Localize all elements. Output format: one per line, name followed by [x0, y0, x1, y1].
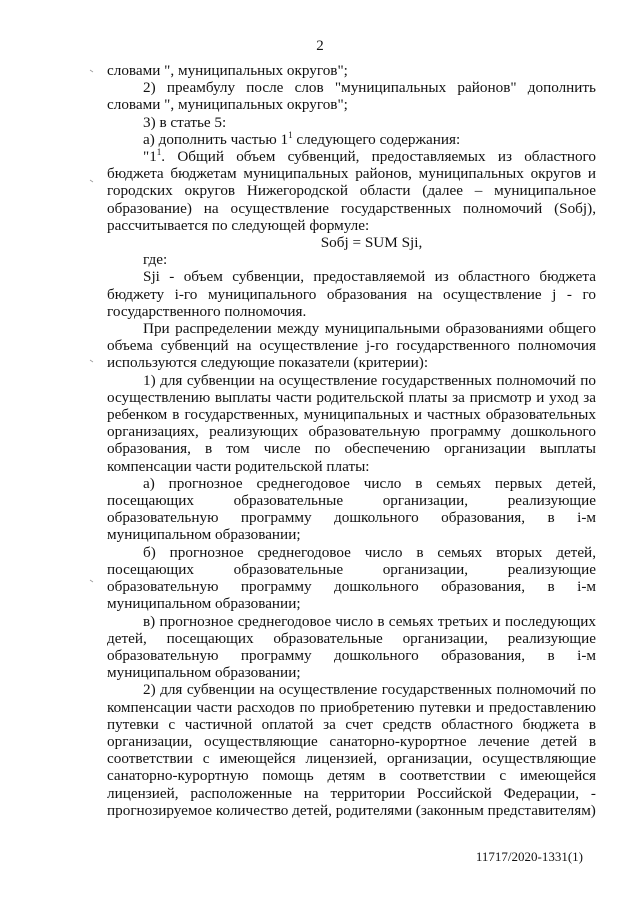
paragraph-1: словами ", муниципальных округов";: [107, 62, 348, 79]
paragraph-5-text-after: . Общий объем субвенций, предоставляемых из областного бюджета бюджетам муниципальных районов, муниципальных округов и городских округов Нижегородской области (далее – муниципальное образование) на осуществление государственных полномочий (Sобj), рассчитывается по следующей формуле:: [107, 148, 596, 234]
paragraph-item-1: 1) для субвенции на осуществление государственных полномочий по осуществлению выплаты части родительской платы за присмотр и уход за ребенком в государственных, муниципальных и частных образовательных организациях, реализующих образовательную программу дошкольного образования, в том числе по обеспечению организации выплаты компенсации части родительской платы:: [107, 371, 596, 475]
paragraph-where: где:: [143, 251, 168, 269]
paragraph-item-1b: б) прогнозное среднегодовое число в семьях вторых детей, посещающих образовательные организации, реализующие образовательную программу дошкольного образования, в i-м муниципальном образовании;: [107, 543, 596, 613]
paragraph-3: 3) в статье 5:: [143, 113, 227, 131]
paragraph-item-2: 2) для субвенции на осуществление государственных полномочий по компенсации части расходов по приобретению путевки и предоставлению путевки с частичной оплатой за счет средств областного бюджета в организации, осуществляющие санаторно-курортное лечение детей в соответствии с имеющейся лицензией, организации, осуществляющие санаторно-курортную помощь детям в соответствии с имеющейся лицензией, расположенные на территории Российской Федерации, - прогнозируемое количество детей, родителями (законным представителям): [107, 681, 596, 819]
paragraph-sji-definition: Sji - объем субвенции, предоставляемой из областного бюджета бюджету i-го муниципального образования на осуществление j - го государственного полномочия.: [107, 268, 596, 320]
paragraph-5: [107, 148, 596, 234]
document-body: [107, 62, 596, 819]
paragraph-4-text: а) дополнить частью 1: [143, 130, 289, 148]
page-number: 2: [316, 38, 324, 54]
document-code: 11717/2020-1331(1): [475, 849, 583, 864]
paragraph-5-text: "1: [143, 148, 157, 166]
paragraph-4: [107, 131, 596, 148]
formula: Sобj = SUM Sji,: [320, 234, 423, 252]
superscript: 1: [156, 146, 162, 157]
paragraph-4-text-after: следующего содержания:: [292, 130, 461, 148]
paragraph-item-1a: а) прогнозное среднегодовое число в семьях первых детей, посещающих образовательные организации, реализующие образовательную программу дошкольного образования, в i-м муниципальном образовании;: [107, 474, 596, 544]
superscript: 1: [288, 129, 293, 140]
paragraph-2: 2) преамбулу после слов "муниципальных районов" дополнить словами ", муниципальных округов";: [107, 79, 596, 114]
margin-tick-marks: [88, 60, 94, 860]
paragraph-item-1c: в) прогнозное среднегодовое число в семьях третьих и последующих детей, посещающих образовательные организации, реализующие образовательную программу дошкольного образования, в i-м муниципальном образовании;: [107, 612, 596, 682]
paragraph-distribution: При распределении между муниципальными образованиями общего объема субвенций на осуществление j-го государственного полномочия используются следующие показатели (критерии):: [107, 320, 596, 372]
